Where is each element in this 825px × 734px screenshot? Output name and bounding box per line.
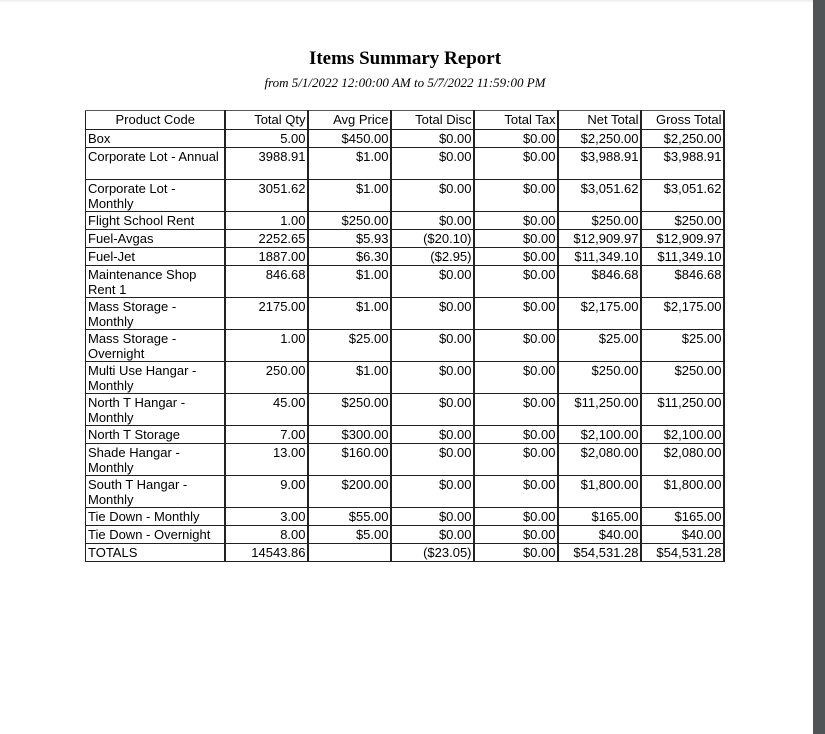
table-row	[86, 248, 724, 266]
cell-total-qty: 3.00	[225, 508, 308, 526]
cell-avg-price: $1.00	[308, 148, 391, 180]
column-header-gross-total: Gross Total	[641, 111, 724, 130]
cell-total-disc: $0.00	[391, 444, 474, 476]
table-row	[86, 266, 724, 298]
cell-total-tax: $0.00	[474, 526, 558, 544]
cell-total-tax: $0.00	[474, 148, 558, 180]
cell-product-code: Box	[86, 130, 225, 148]
table-row	[86, 444, 724, 476]
column-header-net-total: Net Total	[558, 111, 641, 130]
cell-total-tax: $0.00	[474, 476, 558, 508]
cell-total-disc: $0.00	[391, 426, 474, 444]
cell-gross-total: $25.00	[641, 330, 724, 362]
table-row	[86, 394, 724, 426]
column-header-product-code: Product Code	[86, 111, 225, 130]
cell-gross-total: $2,080.00	[641, 444, 724, 476]
report-title: Items Summary Report	[308, 48, 502, 69]
cell-product-code: Mass Storage - Overnight	[86, 330, 225, 362]
items-summary-table	[85, 110, 725, 562]
page-top-edge	[0, 0, 813, 3]
cell-total-tax: $0.00	[474, 230, 558, 248]
cell-net-total: $250.00	[558, 362, 641, 394]
cell-gross-total: $2,100.00	[641, 426, 724, 444]
cell-product-code: North T Storage	[86, 426, 225, 444]
cell-gross-total: $3,051.62	[641, 180, 724, 212]
cell-product-code: Shade Hangar - Monthly	[86, 444, 225, 476]
cell-avg-price: $6.30	[308, 248, 391, 266]
cell-gross-total: $846.68	[641, 266, 724, 298]
viewer-side-strip	[813, 0, 825, 734]
cell-avg-price: $160.00	[308, 444, 391, 476]
cell-total-tax: $0.00	[474, 330, 558, 362]
cell-net-total: $3,051.62	[558, 180, 641, 212]
cell-total-qty: 9.00	[225, 476, 308, 508]
table-row	[86, 298, 724, 330]
cell-total-disc: $0.00	[391, 130, 474, 148]
cell-total-disc: $0.00	[391, 526, 474, 544]
cell-avg-price: $450.00	[308, 130, 391, 148]
cell-product-code: Fuel-Avgas	[86, 230, 225, 248]
cell-total-qty: 45.00	[225, 394, 308, 426]
cell-net-total: $2,250.00	[558, 130, 641, 148]
cell-total-qty: 1887.00	[225, 248, 308, 266]
cell-gross-total: $1,800.00	[641, 476, 724, 508]
cell-net-total: $846.68	[558, 266, 641, 298]
cell-net-total: $250.00	[558, 212, 641, 230]
cell-total-tax: $0.00	[474, 180, 558, 212]
cell-net-total: $3,988.91	[558, 148, 641, 180]
cell-product-code: South T Hangar - Monthly	[86, 476, 225, 508]
cell-net-total: $12,909.97	[558, 230, 641, 248]
cell-product-code: Tie Down - Overnight	[86, 526, 225, 544]
cell-avg-price: $55.00	[308, 508, 391, 526]
table-header-row	[86, 111, 724, 130]
total-avg-price	[308, 544, 391, 562]
table-row	[86, 508, 724, 526]
cell-product-code: Fuel-Jet	[86, 248, 225, 266]
cell-net-total: $11,250.00	[558, 394, 641, 426]
cell-total-qty: 250.00	[225, 362, 308, 394]
cell-avg-price: $300.00	[308, 426, 391, 444]
cell-total-tax: $0.00	[474, 298, 558, 330]
cell-total-tax: $0.00	[474, 212, 558, 230]
total-total-tax: $0.00	[474, 544, 558, 562]
cell-net-total: $2,100.00	[558, 426, 641, 444]
table-row	[86, 130, 724, 148]
cell-total-qty: 8.00	[225, 526, 308, 544]
column-header-total-tax: Total Tax	[474, 111, 558, 130]
cell-avg-price: $5.00	[308, 526, 391, 544]
table-row	[86, 362, 724, 394]
cell-total-tax: $0.00	[474, 362, 558, 394]
cell-avg-price: $1.00	[308, 298, 391, 330]
total-net-total: $54,531.28	[558, 544, 641, 562]
cell-avg-price: $1.00	[308, 180, 391, 212]
cell-net-total: $11,349.10	[558, 248, 641, 266]
table-row	[86, 526, 724, 544]
cell-gross-total: $11,349.10	[641, 248, 724, 266]
cell-gross-total: $2,175.00	[641, 298, 724, 330]
cell-gross-total: $40.00	[641, 526, 724, 544]
total-total-qty: 14543.86	[225, 544, 308, 562]
cell-total-disc: $0.00	[391, 298, 474, 330]
table-row	[86, 212, 724, 230]
cell-total-disc: $0.00	[391, 180, 474, 212]
cell-product-code: Multi Use Hangar - Monthly	[86, 362, 225, 394]
table-row	[86, 426, 724, 444]
cell-total-disc: $0.00	[391, 508, 474, 526]
cell-avg-price: $25.00	[308, 330, 391, 362]
cell-avg-price: $250.00	[308, 212, 391, 230]
cell-avg-price: $1.00	[308, 266, 391, 298]
cell-total-disc: $0.00	[391, 148, 474, 180]
cell-product-code: North T Hangar - Monthly	[86, 394, 225, 426]
table-row	[86, 180, 724, 212]
cell-gross-total: $2,250.00	[641, 130, 724, 148]
cell-total-disc: $0.00	[391, 330, 474, 362]
cell-total-qty: 5.00	[225, 130, 308, 148]
cell-net-total: $40.00	[558, 526, 641, 544]
cell-total-tax: $0.00	[474, 394, 558, 426]
cell-net-total: $1,800.00	[558, 476, 641, 508]
cell-total-disc: $0.00	[391, 476, 474, 508]
cell-product-code: Tie Down - Monthly	[86, 508, 225, 526]
cell-product-code: Mass Storage - Monthly	[86, 298, 225, 330]
table-row	[86, 230, 724, 248]
cell-gross-total: $3,988.91	[641, 148, 724, 180]
cell-total-disc: $0.00	[391, 394, 474, 426]
cell-total-qty: 13.00	[225, 444, 308, 476]
cell-total-tax: $0.00	[474, 130, 558, 148]
cell-net-total: $2,080.00	[558, 444, 641, 476]
table-row	[86, 476, 724, 508]
cell-net-total: $2,175.00	[558, 298, 641, 330]
total-gross-total: $54,531.28	[641, 544, 724, 562]
cell-total-qty: 1.00	[225, 212, 308, 230]
column-header-total-qty: Total Qty	[225, 111, 308, 130]
cell-gross-total: $165.00	[641, 508, 724, 526]
cell-total-qty: 2252.65	[225, 230, 308, 248]
cell-total-tax: $0.00	[474, 426, 558, 444]
cell-total-qty: 846.68	[225, 266, 308, 298]
cell-total-qty: 7.00	[225, 426, 308, 444]
cell-product-code: Corporate Lot - Annual	[86, 148, 225, 180]
table-row	[86, 330, 724, 362]
cell-total-disc: ($2.95)	[391, 248, 474, 266]
cell-product-code: Flight School Rent	[86, 212, 225, 230]
cell-net-total: $25.00	[558, 330, 641, 362]
cell-total-disc: $0.00	[391, 362, 474, 394]
cell-total-disc: $0.00	[391, 266, 474, 298]
cell-total-qty: 1.00	[225, 330, 308, 362]
cell-avg-price: $5.93	[308, 230, 391, 248]
cell-total-qty: 3988.91	[225, 148, 308, 180]
column-header-avg-price: Avg Price	[308, 111, 391, 130]
cell-avg-price: $250.00	[308, 394, 391, 426]
cell-gross-total: $11,250.00	[641, 394, 724, 426]
cell-avg-price: $200.00	[308, 476, 391, 508]
cell-avg-price: $1.00	[308, 362, 391, 394]
table-row	[86, 148, 724, 180]
cell-total-tax: $0.00	[474, 508, 558, 526]
cell-product-code: Maintenance Shop Rent 1	[86, 266, 225, 298]
cell-gross-total: $250.00	[641, 362, 724, 394]
report-date-range: from 5/1/2022 12:00:00 AM to 5/7/2022 11:59:00 PM	[264, 75, 546, 90]
cell-total-disc: $0.00	[391, 212, 474, 230]
column-header-total-disc: Total Disc	[391, 111, 474, 130]
cell-total-disc: ($20.10)	[391, 230, 474, 248]
cell-total-qty: 3051.62	[225, 180, 308, 212]
total-product-code: TOTALS	[86, 544, 225, 562]
cell-net-total: $165.00	[558, 508, 641, 526]
cell-gross-total: $12,909.97	[641, 230, 724, 248]
cell-total-qty: 2175.00	[225, 298, 308, 330]
cell-total-tax: $0.00	[474, 248, 558, 266]
cell-total-tax: $0.00	[474, 266, 558, 298]
cell-gross-total: $250.00	[641, 212, 724, 230]
cell-total-tax: $0.00	[474, 444, 558, 476]
total-total-disc: ($23.05)	[391, 544, 474, 562]
totals-row	[86, 544, 724, 562]
cell-product-code: Corporate Lot - Monthly	[86, 180, 225, 212]
